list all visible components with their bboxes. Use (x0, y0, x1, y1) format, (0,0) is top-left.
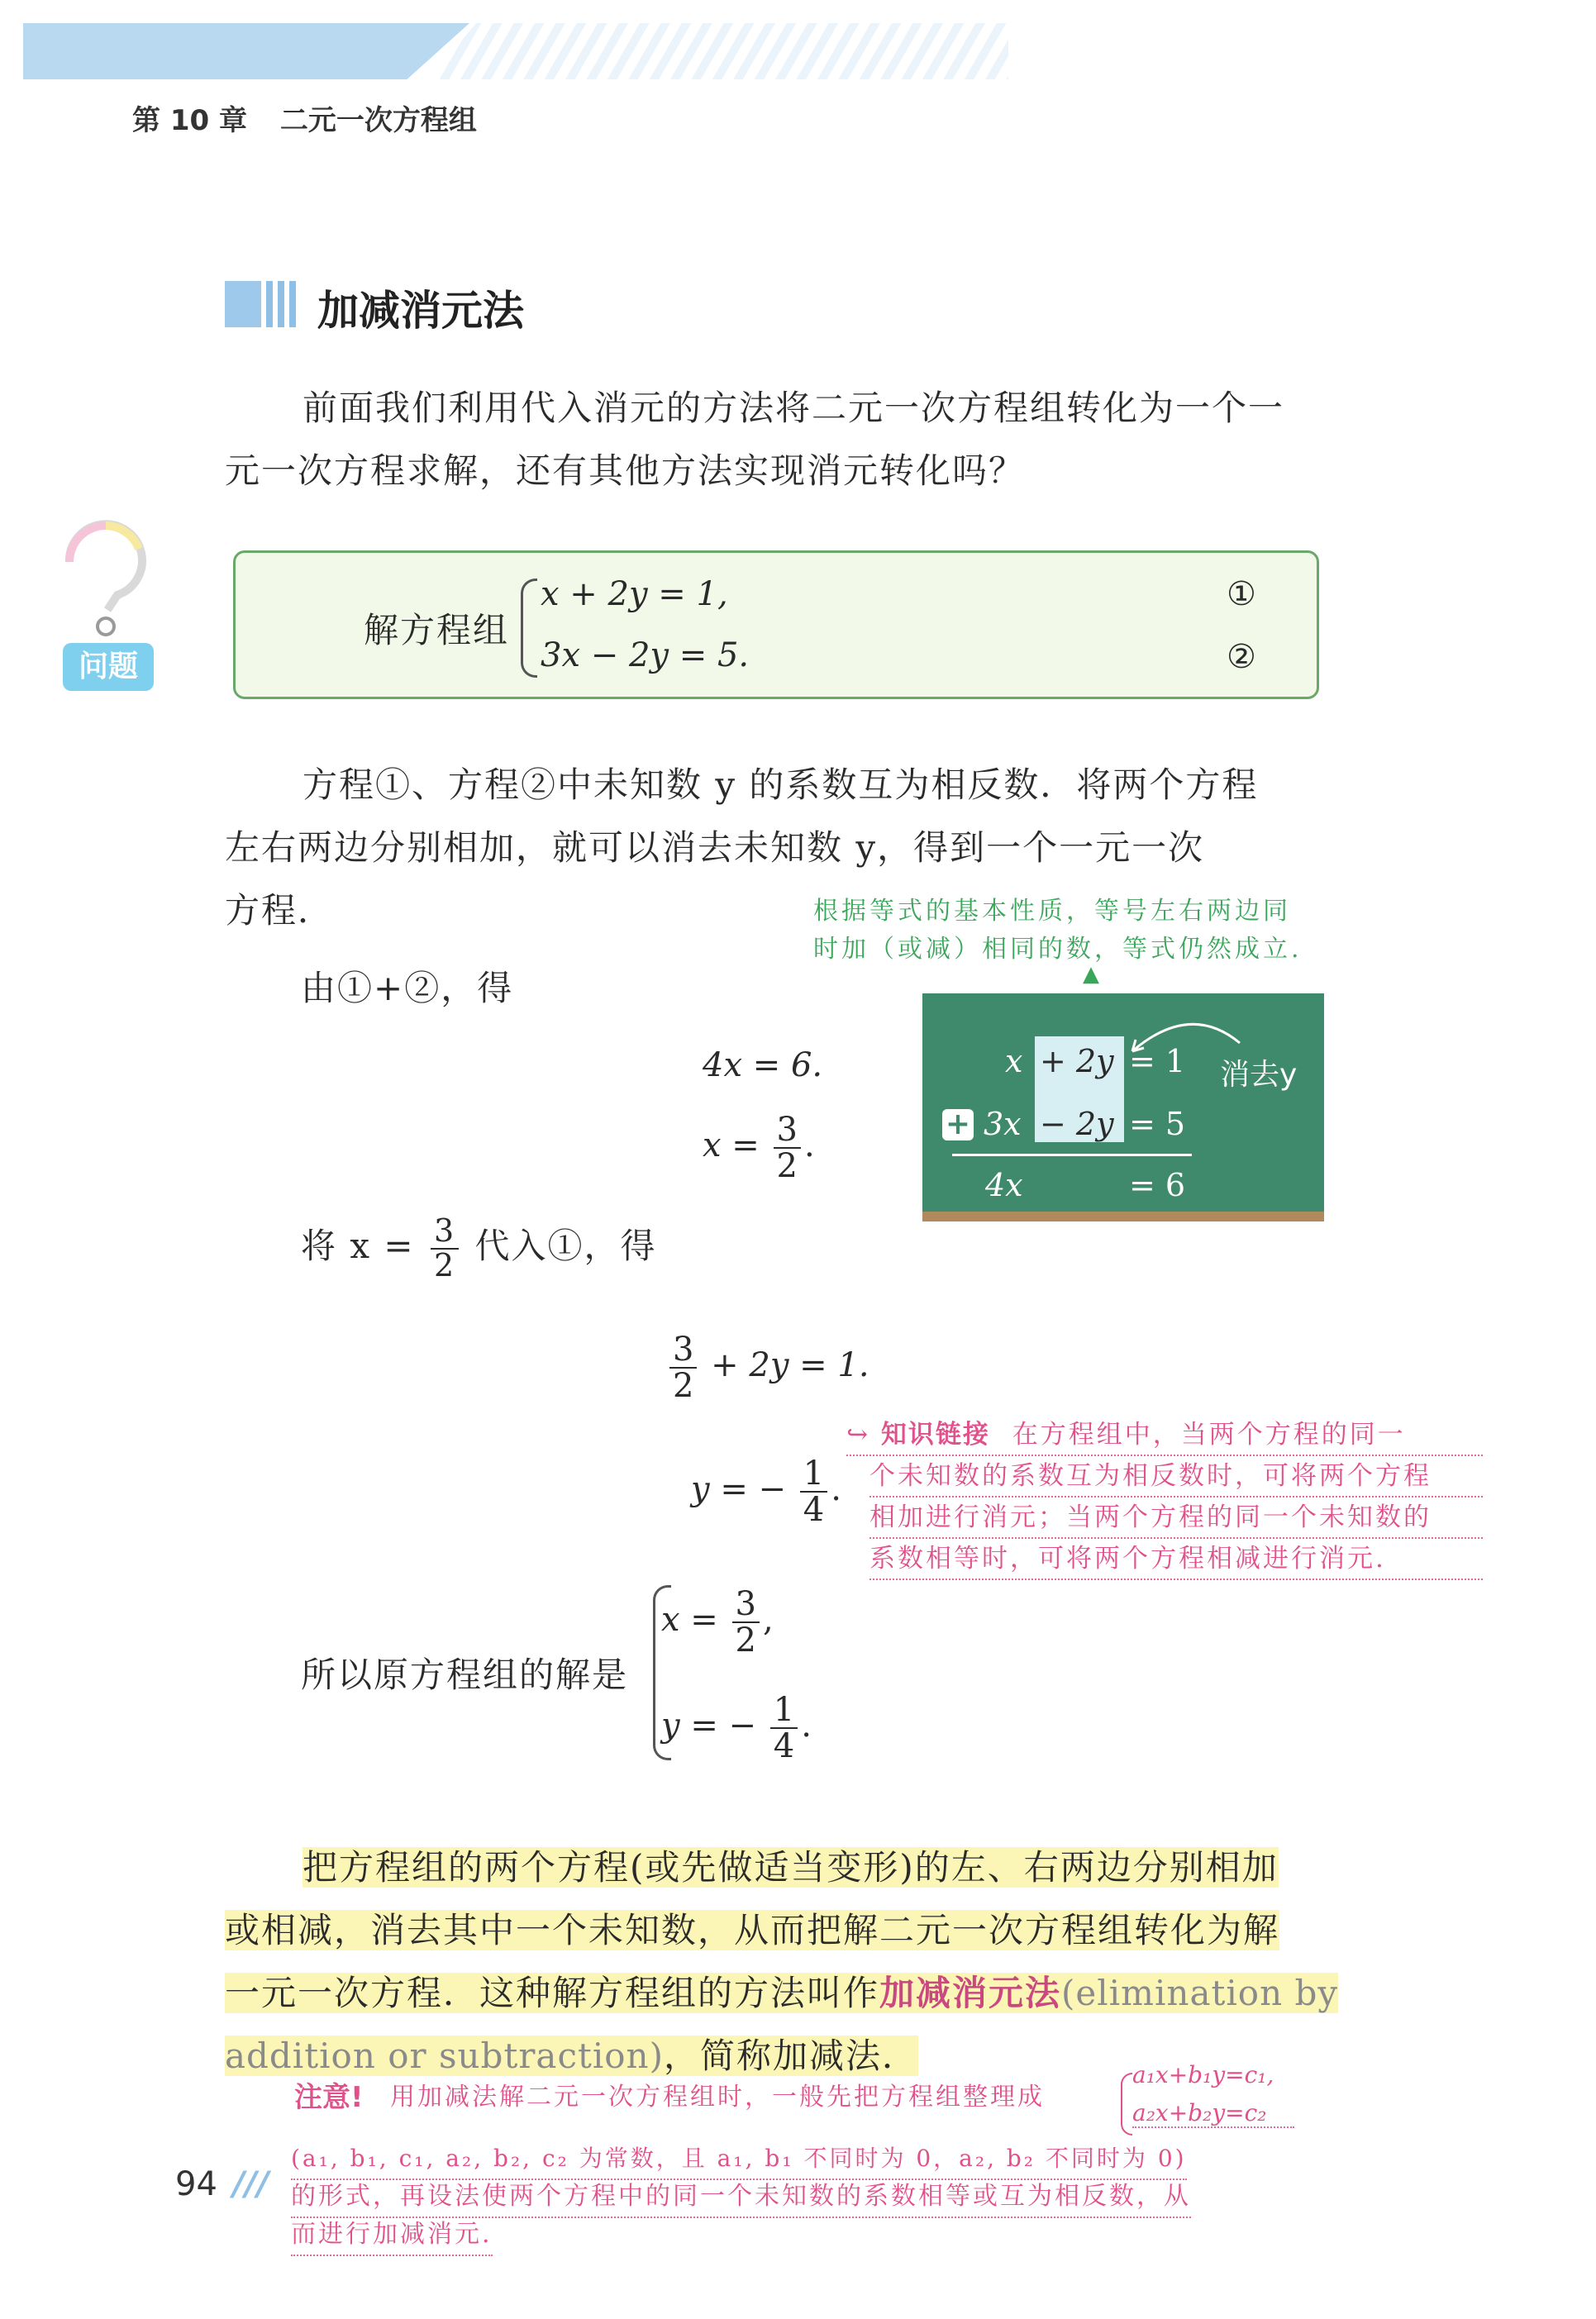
step-2-post: 代入①，得 (474, 1225, 657, 1266)
definition-paragraph (225, 1836, 1382, 2088)
problem-mark-2: ② (1227, 638, 1256, 676)
definition-term: 加减消元法 (879, 1973, 1062, 2013)
eq-y: y = − $\frac{1}{4}$ . (691, 1455, 841, 1529)
solution-y-lhs: y = − (661, 1707, 757, 1745)
step-2-num: 3 (431, 1215, 459, 1250)
board-sum-line (952, 1154, 1192, 1156)
explain-line-3: 方程． (225, 890, 335, 931)
chapter-number: 第 10 章 (132, 104, 247, 137)
problem-mark-1: ① (1227, 575, 1256, 613)
knowledge-link (846, 1415, 1483, 1580)
step-2-den: 2 (433, 1246, 456, 1283)
question-label: 问题 (63, 643, 154, 691)
note-title: 注意! (294, 2081, 364, 2114)
board-plus-sign: + (942, 1109, 974, 1140)
step-2 (301, 1212, 657, 1283)
intro-paragraph (225, 377, 1382, 502)
note-sys-1: a₁x+b₁y=c₁, (1132, 2061, 1274, 2088)
eq-x-frac (774, 1112, 801, 1183)
side-note-line-2: 时加（或减）相同的数，等式仍然成立. (813, 935, 1303, 964)
board-row2-2y: − 2y (1040, 1106, 1114, 1142)
page-number: 94 /// (175, 2165, 269, 2203)
board-row3-eq: = 6 (1129, 1167, 1186, 1203)
eq-x-num: 3 (774, 1112, 801, 1149)
solution-x-num: 3 (732, 1587, 760, 1623)
solution-y-num: 1 (770, 1693, 798, 1729)
solution-y-frac (770, 1693, 798, 1764)
solution-x-den: 2 (735, 1621, 756, 1659)
solution-x: x = $\frac{3}{2}$ , (661, 1585, 774, 1659)
explain-line-2: 左右两边分别相加，就可以消去未知数 y，得到一个一元一次 (225, 827, 1205, 868)
knowledge-title: 知识链接 (880, 1420, 990, 1450)
problem-brace (521, 579, 537, 678)
eq-sub-frac (669, 1332, 697, 1403)
board-label: 消去y (1220, 1058, 1298, 1092)
eq-x-den: 2 (776, 1147, 798, 1185)
section-title-marker (225, 281, 301, 327)
knowledge-line-1: ↪ 知识链接 在方程组中，当两个方程的同一 (846, 1415, 1483, 1456)
page-stripes-icon: /// (232, 2165, 269, 2203)
step-2-pre: 将 x = (301, 1225, 415, 1266)
step-2-frac (431, 1212, 459, 1283)
eq-x-lhs: x = (703, 1126, 760, 1164)
definition-line-1: 把方程组的两个方程(或先做适当变形)的左、右两边分别相加 (303, 1847, 1279, 1888)
knowledge-line-4: 系数相等时，可将两个方程相减进行消元. (869, 1539, 1483, 1580)
note-line-3: 的形式，再设法使两个方程中的同一个未知数的系数相等或互为相反数，从 (291, 2177, 1191, 2218)
problem-lead: 解方程组 (364, 610, 510, 650)
solution-x-frac (732, 1587, 760, 1658)
section-title: 加减消元法 (317, 287, 524, 335)
problem-eq-2: 3x − 2y = 5. (541, 636, 750, 674)
note-line-2: (a₁, b₁, c₁, a₂, b₂, c₂ 为常数，且 a₁, b₁ 不同时为 0，a₂, b₂ 不同时为 0) (291, 2139, 1187, 2180)
eq-x: x = $\frac{3}{2}$ . (703, 1111, 815, 1185)
note-sys-2: a₂x+b₂y=c₂ (1132, 2099, 1294, 2128)
solution-y: y = − $\frac{1}{4}$ . (661, 1691, 812, 1765)
note-line-4: 而进行加减消元. (291, 2215, 493, 2256)
side-note-line-1: 根据等式的基本性质，等号左右两边同 (813, 897, 1291, 926)
arrow-up-icon: ▲ (1083, 962, 1099, 987)
board-row2-eq: = 5 (1129, 1106, 1186, 1142)
board-row1-2y: + 2y (1040, 1043, 1114, 1079)
chapter-header (132, 98, 477, 138)
board-row2-x: 3x (984, 1106, 1022, 1142)
eq-substituted (666, 1332, 869, 1403)
eq-4x: 4x = 6. (703, 1046, 823, 1084)
side-note (813, 893, 1342, 969)
explain-line-1: 方程①、方程②中未知数 y 的系数互为相反数．将两个方程 (303, 764, 1259, 805)
definition-line-4: addition or subtraction)，简称加减法． (225, 2036, 919, 2076)
eq-sub-num: 3 (669, 1332, 697, 1369)
knowledge-line-2: 个未知数的系数互为相反数时，可将两个方程 (869, 1456, 1483, 1498)
note-brace (1121, 2073, 1132, 2136)
eq-y-num: 1 (800, 1456, 827, 1493)
solution-lead: 所以原方程组的解是 (301, 1655, 629, 1695)
solution-y-den: 4 (773, 1727, 795, 1765)
intro-line-1: 前面我们利用代入消元的方法将二元一次方程组转化为一个一 (303, 388, 1285, 428)
header-banner (23, 23, 469, 79)
eq-y-den: 4 (803, 1491, 825, 1529)
exclamation-icon: ! (350, 2081, 364, 2114)
solution-x-lhs: x = (661, 1601, 718, 1639)
intro-line-2: 元一次方程求解，还有其他方法实现消元转化吗？ (225, 450, 1026, 491)
eq-sub-den: 2 (673, 1367, 694, 1405)
header-stripes (430, 23, 1008, 79)
board-row3-x: 4x (985, 1167, 1023, 1203)
definition-line-3: 一元一次方程．这种解方程组的方法叫作加减消元法(elimination by (225, 1973, 1339, 2013)
note-line-1: 用加减法解二元一次方程组时，一般先把方程组整理成 (390, 2083, 1045, 2112)
eq-y-lhs: y = − (691, 1470, 787, 1508)
board-row1-eq: = 1 (1129, 1043, 1186, 1079)
chapter-title: 二元一次方程组 (279, 104, 477, 137)
question-icon (56, 519, 155, 643)
eq-sub-rhs: + 2y = 1. (711, 1346, 869, 1384)
problem-eq-1: x + 2y = 1, (541, 575, 728, 613)
knowledge-line-3: 相加进行消元；当两个方程的同一个未知数的 (869, 1498, 1483, 1539)
board-row1-x: x (1005, 1043, 1023, 1079)
definition-line-2: 或相减，消去其中一个未知数，从而把解二元一次方程组转化为解 (225, 1910, 1280, 1950)
step-1: 由①+②，得 (301, 968, 514, 1008)
link-icon: ↪ (846, 1420, 870, 1450)
eq-y-frac (800, 1456, 827, 1527)
